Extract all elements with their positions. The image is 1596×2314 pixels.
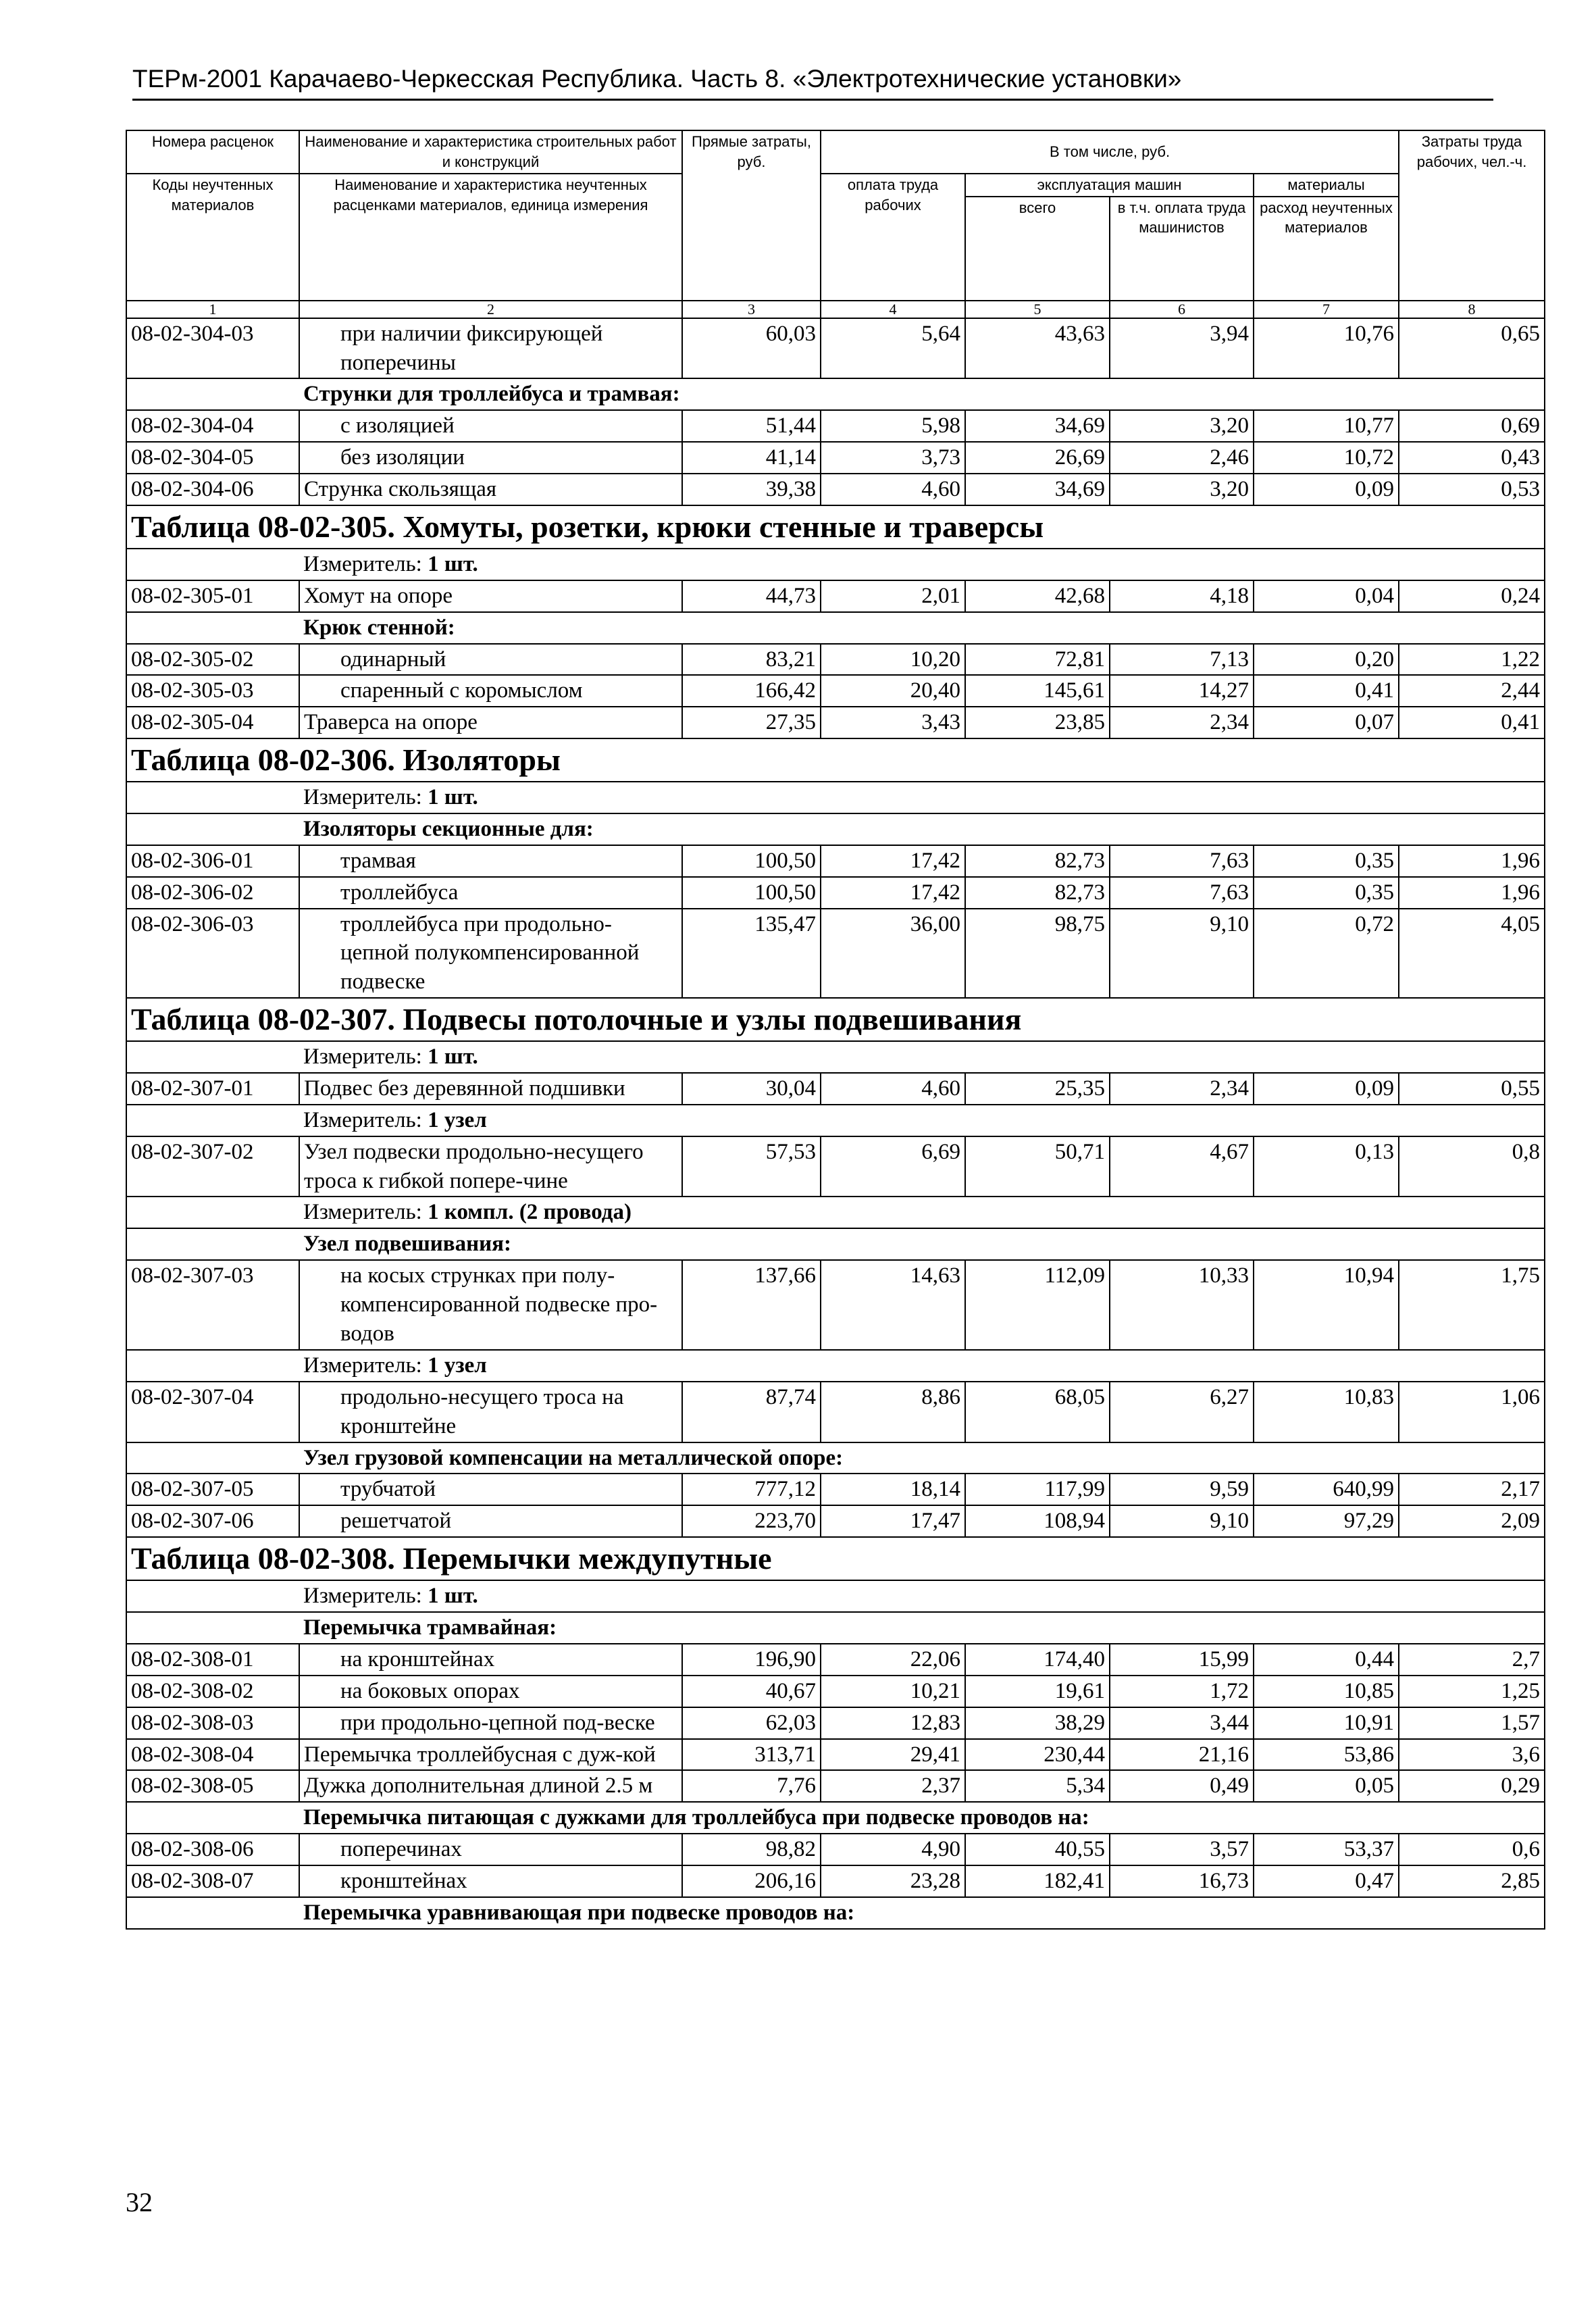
table-header-row-2 bbox=[126, 174, 1545, 197]
labor-hours: 1,96 bbox=[1399, 877, 1545, 909]
rates-table bbox=[126, 130, 1545, 1930]
rate-name: на косых струнках при полу-компенсированной подвеске про-водов bbox=[299, 1260, 682, 1350]
section-title: Таблица 08-02-307. Подвесы потолочные и узлы подвешивания bbox=[131, 1002, 1022, 1037]
labor-hours: 0,65 bbox=[1399, 318, 1545, 379]
machinists-pay: 9,10 bbox=[1110, 1505, 1254, 1537]
materials: 53,37 bbox=[1254, 1834, 1399, 1865]
materials: 0,35 bbox=[1254, 877, 1399, 909]
materials: 10,72 bbox=[1254, 442, 1399, 474]
group-row bbox=[126, 1897, 1545, 1929]
group-row bbox=[126, 612, 1545, 644]
labor-hours: 0,6 bbox=[1399, 1834, 1545, 1865]
materials: 0,04 bbox=[1254, 580, 1399, 612]
table-row bbox=[126, 1073, 1545, 1105]
machinists-pay: 10,33 bbox=[1110, 1260, 1254, 1350]
measure-row bbox=[126, 1580, 1545, 1612]
machinists-pay: 21,16 bbox=[1110, 1739, 1254, 1771]
table-row bbox=[126, 877, 1545, 909]
machines-total: 5,34 bbox=[965, 1770, 1110, 1802]
direct-costs: 44,73 bbox=[682, 580, 821, 612]
group-row bbox=[126, 1612, 1545, 1644]
direct-costs: 57,53 bbox=[682, 1136, 821, 1197]
labor-hours: 2,7 bbox=[1399, 1644, 1545, 1676]
col-number: 4 bbox=[821, 301, 965, 318]
labor-hours: 0,8 bbox=[1399, 1136, 1545, 1197]
materials: 0,44 bbox=[1254, 1644, 1399, 1676]
materials: 10,91 bbox=[1254, 1707, 1399, 1739]
direct-costs: 30,04 bbox=[682, 1073, 821, 1105]
materials: 0,41 bbox=[1254, 675, 1399, 707]
labor-pay: 4,90 bbox=[821, 1834, 965, 1865]
machines-total: 43,63 bbox=[965, 318, 1110, 379]
labor-pay: 22,06 bbox=[821, 1644, 965, 1676]
machines-total: 68,05 bbox=[965, 1382, 1110, 1442]
rate-code: 08-02-305-03 bbox=[126, 675, 299, 707]
machinists-pay: 7,63 bbox=[1110, 845, 1254, 877]
rate-code: 08-02-304-03 bbox=[126, 318, 299, 379]
group-label: Изоляторы секционные для: bbox=[299, 813, 1545, 845]
machinists-pay: 4,67 bbox=[1110, 1136, 1254, 1197]
col-number: 3 bbox=[682, 301, 821, 318]
table-row bbox=[126, 1834, 1545, 1865]
machinists-pay: 3,57 bbox=[1110, 1834, 1254, 1865]
labor-hours: 2,09 bbox=[1399, 1505, 1545, 1537]
labor-pay: 5,64 bbox=[821, 318, 965, 379]
measure-label: Измеритель: bbox=[303, 1353, 422, 1378]
machines-total: 19,61 bbox=[965, 1676, 1110, 1707]
table-row bbox=[126, 1770, 1545, 1802]
measure-value: 1 шт. bbox=[428, 551, 478, 576]
rate-code: 08-02-308-03 bbox=[126, 1707, 299, 1739]
rate-name: Дужка дополнительная длиной 2.5 м bbox=[299, 1770, 682, 1802]
labor-pay: 18,14 bbox=[821, 1474, 965, 1505]
labor-hours: 2,44 bbox=[1399, 675, 1545, 707]
rate-name: одинарный bbox=[299, 644, 682, 676]
rate-name: трамвая bbox=[299, 845, 682, 877]
header-rate-numbers: Номера расценок bbox=[126, 130, 299, 174]
header-machines-total: всего bbox=[965, 197, 1110, 301]
measure-label: Измеритель: bbox=[303, 551, 422, 576]
labor-pay: 10,21 bbox=[821, 1676, 965, 1707]
labor-pay: 6,69 bbox=[821, 1136, 965, 1197]
table-row bbox=[126, 1260, 1545, 1350]
labor-pay: 2,37 bbox=[821, 1770, 965, 1802]
table-row bbox=[126, 1739, 1545, 1771]
labor-pay: 8,86 bbox=[821, 1382, 965, 1442]
labor-pay: 3,43 bbox=[821, 707, 965, 738]
table-row bbox=[126, 474, 1545, 505]
measure-row bbox=[126, 1197, 1545, 1228]
machines-total: 25,35 bbox=[965, 1073, 1110, 1105]
direct-costs: 98,82 bbox=[682, 1834, 821, 1865]
table-row bbox=[126, 1865, 1545, 1897]
rate-name: на боковых опорах bbox=[299, 1676, 682, 1707]
rate-name: при продольно-цепной под-веске bbox=[299, 1707, 682, 1739]
table-row bbox=[126, 1474, 1545, 1505]
materials: 0,47 bbox=[1254, 1865, 1399, 1897]
materials: 10,77 bbox=[1254, 410, 1399, 442]
labor-hours: 0,41 bbox=[1399, 707, 1545, 738]
col-number: 6 bbox=[1110, 301, 1254, 318]
header-labor-pay: оплата труда рабочих bbox=[821, 174, 965, 301]
rate-code: 08-02-304-05 bbox=[126, 442, 299, 474]
rate-code: 08-02-308-05 bbox=[126, 1770, 299, 1802]
direct-costs: 196,90 bbox=[682, 1644, 821, 1676]
measure-label: Измеритель: bbox=[303, 1107, 422, 1132]
table-row bbox=[126, 318, 1545, 379]
table-row bbox=[126, 1505, 1545, 1537]
section-title-row bbox=[126, 738, 1545, 782]
direct-costs: 60,03 bbox=[682, 318, 821, 379]
direct-costs: 27,35 bbox=[682, 707, 821, 738]
materials: 53,86 bbox=[1254, 1739, 1399, 1771]
measure-value: 1 узел bbox=[428, 1107, 487, 1132]
rate-code: 08-02-306-02 bbox=[126, 877, 299, 909]
measure-row bbox=[126, 782, 1545, 813]
labor-hours: 2,17 bbox=[1399, 1474, 1545, 1505]
group-label: Перемычка питающая с дужками для троллейбуса при подвеске проводов на: bbox=[299, 1802, 1545, 1834]
machinists-pay: 9,59 bbox=[1110, 1474, 1254, 1505]
machines-total: 34,69 bbox=[965, 410, 1110, 442]
machinists-pay: 16,73 bbox=[1110, 1865, 1254, 1897]
rate-name: на кронштейнах bbox=[299, 1644, 682, 1676]
table-header-row-1 bbox=[126, 130, 1545, 174]
labor-pay: 10,20 bbox=[821, 644, 965, 676]
rate-name: Струнка скользящая bbox=[299, 474, 682, 505]
table-row bbox=[126, 1644, 1545, 1676]
labor-hours: 0,43 bbox=[1399, 442, 1545, 474]
materials: 0,35 bbox=[1254, 845, 1399, 877]
rate-name: Узел подвески продольно-несущего троса к гибкой попере-чине bbox=[299, 1136, 682, 1197]
machinists-pay: 3,20 bbox=[1110, 474, 1254, 505]
header-materials-name: Наименование и характеристика неучтенных расценками материалов, единица измерения bbox=[299, 174, 682, 301]
materials: 0,09 bbox=[1254, 1073, 1399, 1105]
rate-name: Хомут на опоре bbox=[299, 580, 682, 612]
direct-costs: 777,12 bbox=[682, 1474, 821, 1505]
rate-code: 08-02-305-02 bbox=[126, 644, 299, 676]
table-row bbox=[126, 442, 1545, 474]
labor-hours: 0,29 bbox=[1399, 1770, 1545, 1802]
group-label: Перемычка уравнивающая при подвеске проводов на: bbox=[299, 1897, 1545, 1929]
machinists-pay: 4,18 bbox=[1110, 580, 1254, 612]
rate-code: 08-02-304-06 bbox=[126, 474, 299, 505]
labor-hours: 1,06 bbox=[1399, 1382, 1545, 1442]
machinists-pay: 3,44 bbox=[1110, 1707, 1254, 1739]
table-row bbox=[126, 675, 1545, 707]
measure-value: 1 узел bbox=[428, 1353, 487, 1378]
labor-pay: 12,83 bbox=[821, 1707, 965, 1739]
rate-code: 08-02-307-05 bbox=[126, 1474, 299, 1505]
direct-costs: 100,50 bbox=[682, 845, 821, 877]
labor-pay: 4,60 bbox=[821, 1073, 965, 1105]
rate-name: при наличии фиксирующей поперечины bbox=[299, 318, 682, 379]
labor-hours: 1,96 bbox=[1399, 845, 1545, 877]
machines-total: 174,40 bbox=[965, 1644, 1110, 1676]
labor-hours: 1,57 bbox=[1399, 1707, 1545, 1739]
machinists-pay: 7,13 bbox=[1110, 644, 1254, 676]
materials: 10,85 bbox=[1254, 1676, 1399, 1707]
machinists-pay: 15,99 bbox=[1110, 1644, 1254, 1676]
labor-hours: 3,6 bbox=[1399, 1739, 1545, 1771]
direct-costs: 62,03 bbox=[682, 1707, 821, 1739]
machines-total: 23,85 bbox=[965, 707, 1110, 738]
labor-hours: 0,55 bbox=[1399, 1073, 1545, 1105]
labor-pay: 36,00 bbox=[821, 909, 965, 999]
header-labor-costs: Затраты труда рабочих, чел.-ч. bbox=[1399, 130, 1545, 301]
measure-value: 1 шт. bbox=[428, 1045, 478, 1069]
rate-code: 08-02-307-06 bbox=[126, 1505, 299, 1537]
labor-pay: 17,42 bbox=[821, 877, 965, 909]
machines-total: 72,81 bbox=[965, 644, 1110, 676]
direct-costs: 40,67 bbox=[682, 1676, 821, 1707]
machines-total: 82,73 bbox=[965, 845, 1110, 877]
rate-code: 08-02-305-04 bbox=[126, 707, 299, 738]
machines-total: 108,94 bbox=[965, 1505, 1110, 1537]
machinists-pay: 9,10 bbox=[1110, 909, 1254, 999]
machines-total: 38,29 bbox=[965, 1707, 1110, 1739]
rate-name: трубчатой bbox=[299, 1474, 682, 1505]
direct-costs: 206,16 bbox=[682, 1865, 821, 1897]
direct-costs: 7,76 bbox=[682, 1770, 821, 1802]
col-number: 7 bbox=[1254, 301, 1399, 318]
labor-pay: 20,40 bbox=[821, 675, 965, 707]
machines-total: 40,55 bbox=[965, 1834, 1110, 1865]
machines-total: 98,75 bbox=[965, 909, 1110, 999]
rate-code: 08-02-307-01 bbox=[126, 1073, 299, 1105]
machinists-pay: 6,27 bbox=[1110, 1382, 1254, 1442]
labor-pay: 3,73 bbox=[821, 442, 965, 474]
machines-total: 42,68 bbox=[965, 580, 1110, 612]
section-title-row bbox=[126, 998, 1545, 1041]
labor-pay: 4,60 bbox=[821, 474, 965, 505]
col-number: 5 bbox=[965, 301, 1110, 318]
machines-total: 50,71 bbox=[965, 1136, 1110, 1197]
measure-row bbox=[126, 1350, 1545, 1382]
group-row bbox=[126, 1802, 1545, 1834]
direct-costs: 223,70 bbox=[682, 1505, 821, 1537]
page-number: 32 bbox=[126, 2187, 153, 2217]
group-label: Струнки для троллейбуса и трамвая: bbox=[299, 378, 1545, 410]
table-row bbox=[126, 644, 1545, 676]
measure-label: Измеритель: bbox=[303, 1200, 422, 1225]
rate-code: 08-02-308-06 bbox=[126, 1834, 299, 1865]
header-machinists: в т.ч. оплата труда машинистов bbox=[1110, 197, 1254, 301]
direct-costs: 137,66 bbox=[682, 1260, 821, 1350]
table-row bbox=[126, 707, 1545, 738]
direct-costs: 166,42 bbox=[682, 675, 821, 707]
labor-hours: 1,25 bbox=[1399, 1676, 1545, 1707]
labor-hours: 2,85 bbox=[1399, 1865, 1545, 1897]
direct-costs: 39,38 bbox=[682, 474, 821, 505]
labor-pay: 14,63 bbox=[821, 1260, 965, 1350]
direct-costs: 313,71 bbox=[682, 1739, 821, 1771]
rate-code: 08-02-307-02 bbox=[126, 1136, 299, 1197]
direct-costs: 100,50 bbox=[682, 877, 821, 909]
measure-value: 1 шт. bbox=[428, 1584, 478, 1609]
labor-pay: 5,98 bbox=[821, 410, 965, 442]
table-row bbox=[126, 909, 1545, 999]
table-row bbox=[126, 580, 1545, 612]
rate-name: кронштейнах bbox=[299, 1865, 682, 1897]
rate-name: без изоляции bbox=[299, 442, 682, 474]
group-label: Узел грузовой компенсации на металлической опоре: bbox=[299, 1442, 1545, 1474]
machines-total: 82,73 bbox=[965, 877, 1110, 909]
materials: 0,13 bbox=[1254, 1136, 1399, 1197]
materials: 0,20 bbox=[1254, 644, 1399, 676]
machinists-pay: 3,20 bbox=[1110, 410, 1254, 442]
table-row bbox=[126, 1136, 1545, 1197]
group-label: Крюк стенной: bbox=[299, 612, 1545, 644]
rate-name: поперечинах bbox=[299, 1834, 682, 1865]
column-numbers-row bbox=[126, 301, 1545, 318]
group-row bbox=[126, 1442, 1545, 1474]
header-work-name: Наименование и характеристика строительных работ и конструкций bbox=[299, 130, 682, 174]
machinists-pay: 14,27 bbox=[1110, 675, 1254, 707]
rate-name: Траверса на опоре bbox=[299, 707, 682, 738]
machines-total: 117,99 bbox=[965, 1474, 1110, 1505]
materials: 10,76 bbox=[1254, 318, 1399, 379]
col-number: 2 bbox=[299, 301, 682, 318]
header-direct-costs: Прямые затраты, руб. bbox=[682, 130, 821, 301]
measure-row bbox=[126, 1041, 1545, 1073]
labor-pay: 2,01 bbox=[821, 580, 965, 612]
measure-label: Измеритель: bbox=[303, 784, 422, 809]
machinists-pay: 3,94 bbox=[1110, 318, 1254, 379]
materials: 97,29 bbox=[1254, 1505, 1399, 1537]
direct-costs: 135,47 bbox=[682, 909, 821, 999]
page-header: ТЕРм-2001 Карачаево-Черкесская Республика. Часть 8. «Электротехнические установки» bbox=[132, 65, 1493, 101]
col-number: 8 bbox=[1399, 301, 1545, 318]
group-label: Перемычка трамвайная: bbox=[299, 1612, 1545, 1644]
rate-name: Перемычка троллейбусная с дуж-кой bbox=[299, 1739, 682, 1771]
machines-total: 182,41 bbox=[965, 1865, 1110, 1897]
machines-total: 230,44 bbox=[965, 1739, 1110, 1771]
measure-row bbox=[126, 549, 1545, 580]
rate-code: 08-02-308-02 bbox=[126, 1676, 299, 1707]
labor-hours: 0,69 bbox=[1399, 410, 1545, 442]
table-row bbox=[126, 1382, 1545, 1442]
rate-code: 08-02-306-01 bbox=[126, 845, 299, 877]
labor-pay: 23,28 bbox=[821, 1865, 965, 1897]
rate-name: с изоляцией bbox=[299, 410, 682, 442]
machinists-pay: 1,72 bbox=[1110, 1676, 1254, 1707]
labor-hours: 1,75 bbox=[1399, 1260, 1545, 1350]
group-label: Узел подвешивания: bbox=[299, 1228, 1545, 1260]
labor-pay: 29,41 bbox=[821, 1739, 965, 1771]
rate-code: 08-02-307-03 bbox=[126, 1260, 299, 1350]
rate-name: Подвес без деревянной подшивки bbox=[299, 1073, 682, 1105]
direct-costs: 83,21 bbox=[682, 644, 821, 676]
direct-costs: 87,74 bbox=[682, 1382, 821, 1442]
labor-hours: 4,05 bbox=[1399, 909, 1545, 999]
measure-label: Измеритель: bbox=[303, 1584, 422, 1609]
measure-label: Измеритель: bbox=[303, 1045, 422, 1069]
labor-pay: 17,42 bbox=[821, 845, 965, 877]
section-title: Таблица 08-02-305. Хомуты, розетки, крюки стенные и траверсы bbox=[131, 509, 1044, 545]
machinists-pay: 2,34 bbox=[1110, 1073, 1254, 1105]
rate-code: 08-02-307-04 bbox=[126, 1382, 299, 1442]
group-row bbox=[126, 378, 1545, 410]
rate-name: троллейбуса bbox=[299, 877, 682, 909]
labor-pay: 17,47 bbox=[821, 1505, 965, 1537]
rate-code: 08-02-304-04 bbox=[126, 410, 299, 442]
materials: 0,07 bbox=[1254, 707, 1399, 738]
materials: 10,94 bbox=[1254, 1260, 1399, 1350]
machinists-pay: 2,46 bbox=[1110, 442, 1254, 474]
direct-costs: 51,44 bbox=[682, 410, 821, 442]
table-row bbox=[126, 1676, 1545, 1707]
section-title: Таблица 08-02-308. Перемычки междупутные bbox=[131, 1541, 772, 1576]
labor-hours: 0,24 bbox=[1399, 580, 1545, 612]
rate-code: 08-02-305-01 bbox=[126, 580, 299, 612]
rate-code: 08-02-308-04 bbox=[126, 1739, 299, 1771]
machinists-pay: 7,63 bbox=[1110, 877, 1254, 909]
section-title: Таблица 08-02-306. Изоляторы bbox=[131, 743, 561, 778]
labor-hours: 0,53 bbox=[1399, 474, 1545, 505]
machinists-pay: 0,49 bbox=[1110, 1770, 1254, 1802]
materials: 0,72 bbox=[1254, 909, 1399, 999]
table-row bbox=[126, 1707, 1545, 1739]
rate-code: 08-02-308-07 bbox=[126, 1865, 299, 1897]
header-machines: эксплуатация машин bbox=[965, 174, 1254, 197]
measure-value: 1 шт. bbox=[428, 784, 478, 809]
materials: 0,05 bbox=[1254, 1770, 1399, 1802]
section-title-row bbox=[126, 1537, 1545, 1580]
materials: 0,09 bbox=[1254, 474, 1399, 505]
labor-hours: 1,22 bbox=[1399, 644, 1545, 676]
rate-code: 08-02-308-01 bbox=[126, 1644, 299, 1676]
materials: 10,83 bbox=[1254, 1382, 1399, 1442]
machines-total: 112,09 bbox=[965, 1260, 1110, 1350]
group-row bbox=[126, 1228, 1545, 1260]
direct-costs: 41,14 bbox=[682, 442, 821, 474]
measure-value: 1 компл. (2 провода) bbox=[428, 1200, 632, 1225]
table-row bbox=[126, 845, 1545, 877]
section-title-row bbox=[126, 505, 1545, 549]
rate-name: решетчатой bbox=[299, 1505, 682, 1537]
table-row bbox=[126, 410, 1545, 442]
measure-row bbox=[126, 1105, 1545, 1136]
materials: 640,99 bbox=[1254, 1474, 1399, 1505]
machines-total: 26,69 bbox=[965, 442, 1110, 474]
rate-name: троллейбуса при продольно-цепной полукомпенсированной подвеске bbox=[299, 909, 682, 999]
header-materials-use: расход неучтенных материалов bbox=[1254, 197, 1399, 301]
machines-total: 145,61 bbox=[965, 675, 1110, 707]
rate-code: 08-02-306-03 bbox=[126, 909, 299, 999]
machinists-pay: 2,34 bbox=[1110, 707, 1254, 738]
col-number: 1 bbox=[126, 301, 299, 318]
group-row bbox=[126, 813, 1545, 845]
machines-total: 34,69 bbox=[965, 474, 1110, 505]
header-including: В том числе, руб. bbox=[821, 130, 1399, 174]
header-materials: материалы bbox=[1254, 174, 1399, 197]
rate-name: продольно-несущего троса на кронштейне bbox=[299, 1382, 682, 1442]
rate-name: спаренный с коромыслом bbox=[299, 675, 682, 707]
header-codes: Коды неучтенных материалов bbox=[126, 174, 299, 301]
